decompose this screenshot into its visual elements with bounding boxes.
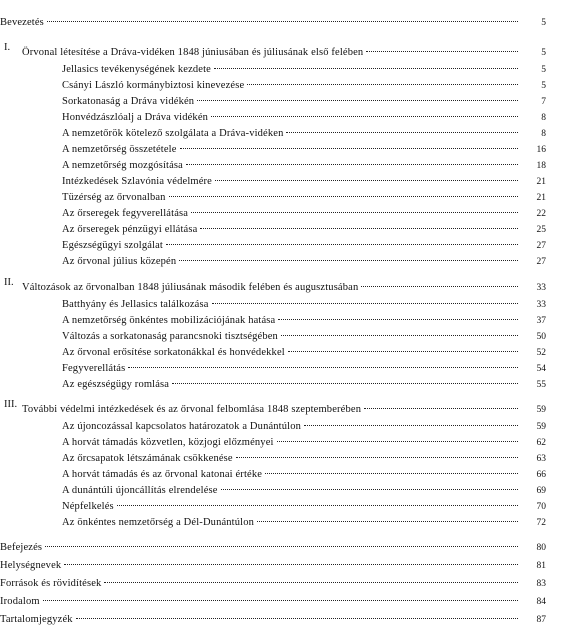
toc-page-number: 5 bbox=[541, 81, 546, 91]
toc-page-number: 59 bbox=[536, 405, 546, 415]
toc-page-number: 5 bbox=[541, 48, 546, 58]
toc-page-number: 87 bbox=[536, 615, 546, 625]
toc-item bbox=[62, 57, 546, 75]
toc-page-number: 70 bbox=[536, 502, 546, 512]
toc-item bbox=[62, 292, 546, 310]
dot-leader bbox=[128, 356, 518, 371]
dot-leader bbox=[212, 292, 518, 307]
toc-item-label: Csányi László kormánybiztosi kinevezése bbox=[62, 80, 245, 91]
toc-item-label: Az őrcsapatok létszámának csökkenése bbox=[62, 453, 233, 464]
dot-leader bbox=[257, 510, 518, 525]
toc-item bbox=[62, 308, 546, 326]
dot-leader bbox=[286, 121, 518, 136]
toc-page-number: 22 bbox=[536, 209, 546, 219]
toc-item bbox=[62, 201, 546, 219]
toc-item bbox=[62, 462, 546, 480]
toc-item-label: A horvát támadás és az őrvonal katonai értéke bbox=[62, 469, 263, 480]
toc-item-label: Jellasics tevékenységének kezdete bbox=[62, 64, 211, 75]
toc-entry-intro bbox=[0, 10, 546, 28]
toc-item bbox=[62, 356, 546, 374]
chapter-title: Örvonal létesítése a Dráva-vidéken 1848 júniusában és júliusának első felében bbox=[22, 47, 364, 58]
toc-item-label: Népfelkelés bbox=[62, 501, 114, 512]
dot-leader bbox=[211, 105, 518, 120]
toc-page-number: 83 bbox=[536, 579, 546, 589]
toc-page-number: 59 bbox=[536, 422, 546, 432]
toc-page-number: 8 bbox=[541, 113, 546, 123]
dot-leader bbox=[186, 153, 518, 168]
toc-page-number: 16 bbox=[536, 145, 546, 155]
toc-entry-label: Irodalom bbox=[0, 596, 40, 607]
toc-item-label: A dunántúli újoncállítás elrendelése bbox=[62, 485, 218, 496]
toc-page-number: 66 bbox=[536, 470, 546, 480]
dot-leader bbox=[197, 89, 518, 104]
toc-item bbox=[62, 137, 546, 155]
toc-item-label: Az egészségügy romlása bbox=[62, 379, 170, 390]
toc-item-label: A nemzetőrség önkéntes mobilizációjának hatása bbox=[62, 315, 276, 326]
dot-leader bbox=[278, 308, 518, 323]
toc-item bbox=[62, 430, 546, 448]
toc-page-number: 18 bbox=[536, 161, 546, 171]
toc-page-number: 72 bbox=[536, 518, 546, 528]
toc-item bbox=[62, 89, 546, 107]
dot-leader bbox=[191, 201, 518, 216]
toc-entry-conclusion bbox=[0, 535, 546, 553]
dot-leader bbox=[361, 275, 518, 290]
toc-item bbox=[62, 446, 546, 464]
dot-leader bbox=[43, 589, 518, 604]
toc-item bbox=[62, 105, 546, 123]
toc-item-label: Az önkéntes nemzetőrség a Dél-Dunántúlon bbox=[62, 517, 255, 528]
toc-item bbox=[62, 185, 546, 203]
toc-page-number: 5 bbox=[541, 65, 546, 75]
toc-item-label: Intézkedések Szlavónia védelmére bbox=[62, 176, 212, 187]
toc-page-number: 69 bbox=[536, 486, 546, 496]
toc-entry-sources bbox=[0, 571, 546, 589]
toc-page-number: 33 bbox=[536, 300, 546, 310]
toc-page-number: 62 bbox=[536, 438, 546, 448]
toc-item-label: Változás a sorkatonaság parancsnoki tisztségében bbox=[62, 331, 278, 342]
toc-chapter-3 bbox=[0, 397, 546, 415]
toc-item bbox=[62, 233, 546, 251]
toc-item bbox=[62, 121, 546, 139]
toc-item bbox=[62, 372, 546, 390]
toc-item bbox=[62, 153, 546, 171]
toc-item-label: Honvédzászlóalj a Dráva vidékén bbox=[62, 112, 209, 123]
toc-page-number: 5 bbox=[541, 18, 546, 28]
toc-page-number: 7 bbox=[541, 97, 546, 107]
toc-item bbox=[62, 414, 546, 432]
toc-page-number: 81 bbox=[536, 561, 546, 571]
dot-leader bbox=[236, 446, 518, 461]
toc-entry-label: Tartalomjegyzék bbox=[0, 614, 73, 625]
toc-item-label: Tüzérség az őrvonalban bbox=[62, 192, 166, 203]
dot-leader bbox=[179, 249, 518, 264]
dot-leader bbox=[169, 185, 518, 200]
toc-item-label: Batthyány és Jellasics találkozása bbox=[62, 299, 209, 310]
toc-item bbox=[62, 73, 546, 91]
dot-leader bbox=[214, 57, 518, 72]
toc-entry-label: Források és rövidítések bbox=[0, 578, 102, 589]
chapter-number: II. bbox=[4, 277, 14, 288]
dot-leader bbox=[47, 10, 518, 25]
dot-leader bbox=[104, 571, 518, 586]
dot-leader bbox=[247, 73, 518, 88]
toc-page-number: 33 bbox=[536, 283, 546, 293]
dot-leader bbox=[215, 169, 518, 184]
dot-leader bbox=[364, 397, 518, 412]
dot-leader bbox=[172, 372, 518, 387]
toc-item-label: Az őrseregek pénzügyi ellátása bbox=[62, 224, 198, 235]
toc-page-number: 54 bbox=[536, 364, 546, 374]
toc-item-label: A nemzetőrség mozgósítása bbox=[62, 160, 183, 171]
toc-item-label: Az őrvonal július közepén bbox=[62, 256, 177, 267]
toc-page-number: 63 bbox=[536, 454, 546, 464]
toc-page-number: 55 bbox=[536, 380, 546, 390]
toc-item-label: Egészségügyi szolgálat bbox=[62, 240, 163, 251]
chapter-title: További védelmi intézkedések és az őrvonal felbomlása 1848 szeptemberében bbox=[22, 404, 362, 415]
toc-chapter-1 bbox=[0, 40, 546, 58]
dot-leader bbox=[64, 553, 518, 568]
dot-leader bbox=[277, 430, 518, 445]
toc-page-number: 21 bbox=[536, 193, 546, 203]
toc-page-number: 27 bbox=[536, 257, 546, 267]
toc-entry-label: Befejezés bbox=[0, 542, 43, 553]
toc-entry-label: Bevezetés bbox=[0, 17, 44, 28]
toc-chapter-2 bbox=[0, 275, 546, 293]
toc-page-number: 21 bbox=[536, 177, 546, 187]
toc-item-label: Fegyverellátás bbox=[62, 363, 126, 374]
toc-item bbox=[62, 510, 546, 528]
chapter-number: I. bbox=[4, 42, 11, 53]
toc-entry-label: Helységnevek bbox=[0, 560, 62, 571]
toc-item-label: Az őrseregek fegyverellátása bbox=[62, 208, 189, 219]
dot-leader bbox=[221, 478, 518, 493]
toc-entry-literature bbox=[0, 589, 546, 607]
toc-entry-place-names bbox=[0, 553, 546, 571]
dot-leader bbox=[304, 414, 518, 429]
toc-item bbox=[62, 478, 546, 496]
dot-leader bbox=[366, 40, 518, 55]
chapter-title: Változások az őrvonalban 1848 júliusának második felében és augusztusában bbox=[22, 282, 359, 293]
toc-item bbox=[62, 169, 546, 187]
dot-leader bbox=[117, 494, 518, 509]
toc-item bbox=[62, 249, 546, 267]
dot-leader bbox=[76, 607, 518, 622]
toc-item-label: A nemzetőrök kötelező szolgálata a Dráva-vidéken bbox=[62, 128, 284, 139]
toc-item-label: Az őrvonal erősítése sorkatonákkal és honvédekkel bbox=[62, 347, 285, 358]
dot-leader bbox=[180, 137, 518, 152]
toc-page-number: 50 bbox=[536, 332, 546, 342]
toc-item-label: A horvát támadás közvetlen, közjogi előzményei bbox=[62, 437, 274, 448]
dot-leader bbox=[200, 217, 518, 232]
toc-page-number: 52 bbox=[536, 348, 546, 358]
toc-page-number: 80 bbox=[536, 543, 546, 553]
toc-item bbox=[62, 494, 546, 512]
toc-item-label: Az újoncozással kapcsolatos határozatok a Dunántúlon bbox=[62, 421, 302, 432]
toc-page-number: 84 bbox=[536, 597, 546, 607]
toc-item-label: Sorkatonaság a Dráva vidékén bbox=[62, 96, 195, 107]
toc-page-number: 37 bbox=[536, 316, 546, 326]
dot-leader bbox=[265, 462, 518, 477]
toc-item-label: A nemzetőrség összetétele bbox=[62, 144, 177, 155]
toc-item bbox=[62, 324, 546, 342]
toc-page-number: 27 bbox=[536, 241, 546, 251]
toc-item bbox=[62, 340, 546, 358]
toc-item bbox=[62, 217, 546, 235]
toc-page-number: 25 bbox=[536, 225, 546, 235]
dot-leader bbox=[281, 324, 518, 339]
toc-page-number: 8 bbox=[541, 129, 546, 139]
dot-leader bbox=[166, 233, 518, 248]
dot-leader bbox=[45, 535, 518, 550]
dot-leader bbox=[288, 340, 518, 355]
chapter-number: III. bbox=[4, 399, 18, 410]
toc-entry-contents bbox=[0, 607, 546, 625]
